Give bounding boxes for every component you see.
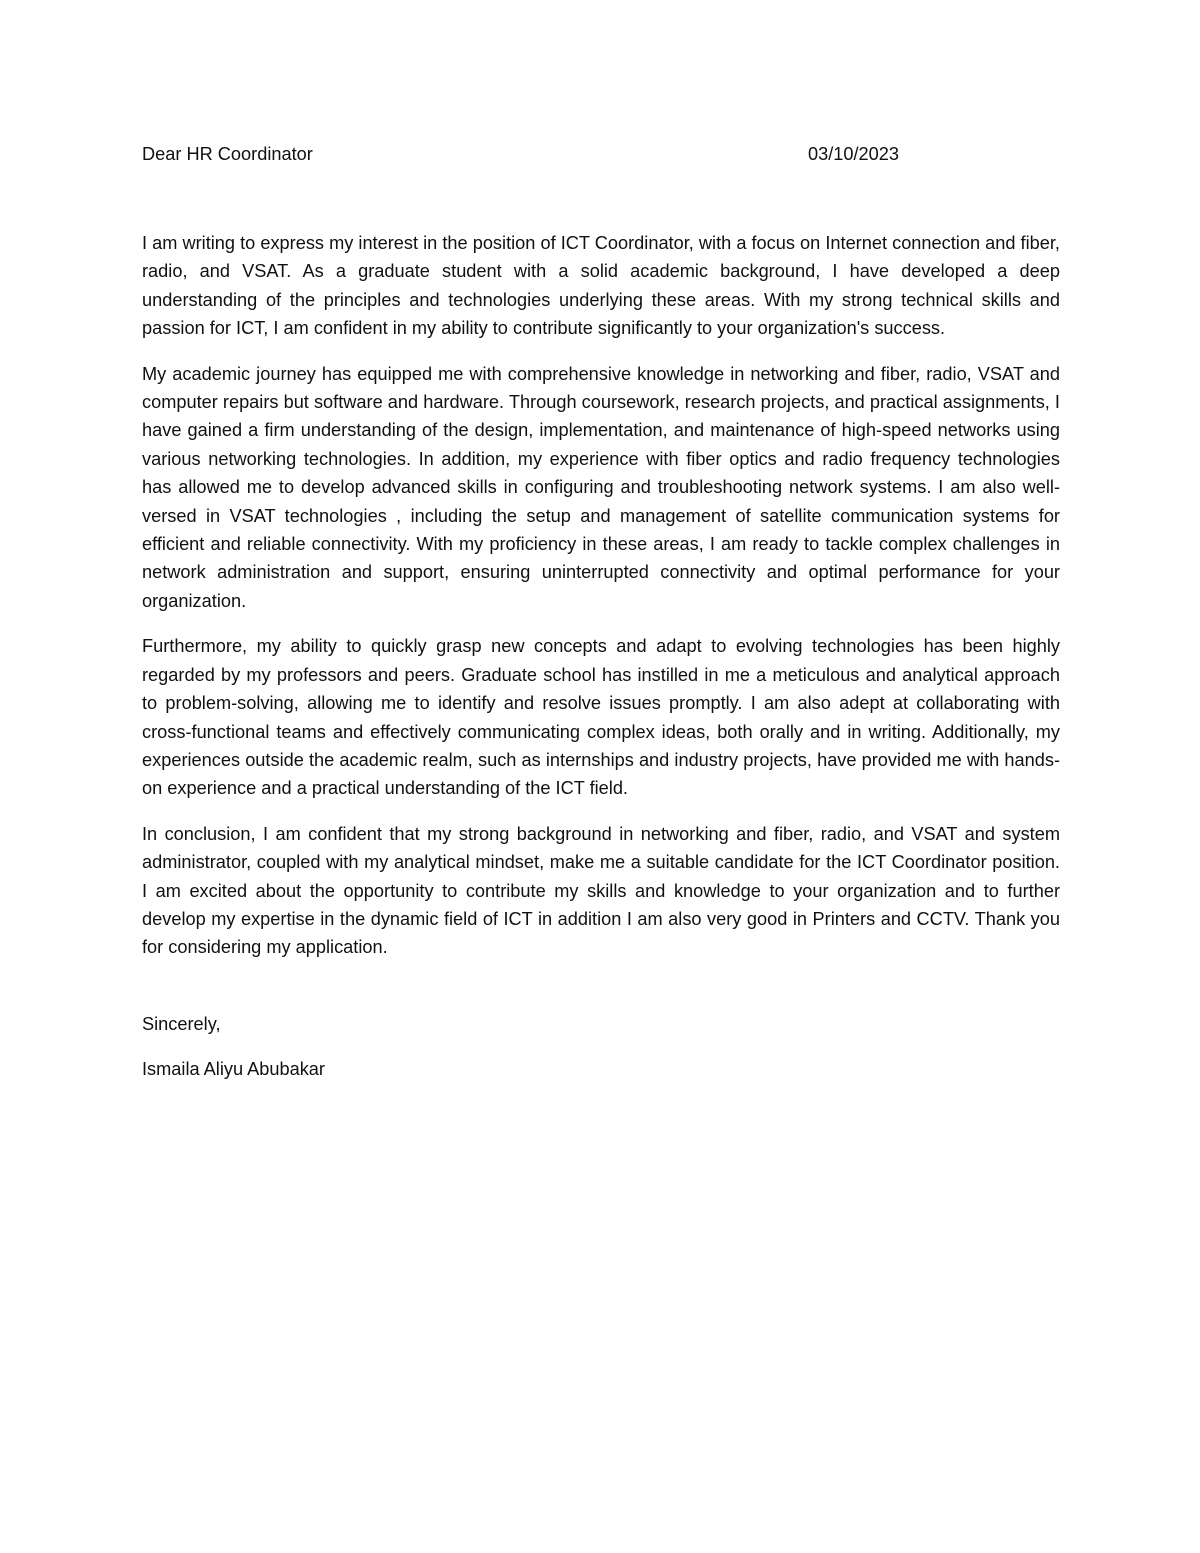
closing-phrase: Sincerely, — [142, 1013, 221, 1034]
letter-closing — [142, 1010, 1060, 1084]
paragraph-conclusion: In conclusion, I am confident that my strong background in networking and fiber, radio, and VSAT and system administrator, coupled with my analytical mindset, make me a suitable candidate for the ICT Coordinator position. I am excited about the opportunity to contribute my skills and knowledge to your organization and to further develop my expertise in the dynamic field of ICT in addition I am also very good in Printers and CCTV. Thank you for considering my application. — [142, 823, 1060, 958]
signature-name: Ismaila Aliyu Abubakar — [142, 1059, 325, 1080]
letter-body — [142, 229, 1060, 962]
salutation: Dear HR Coordinator — [142, 144, 313, 164]
letter-date: 03/10/2023 — [807, 144, 899, 164]
letter-header — [142, 140, 899, 170]
paragraph-skills: Furthermore, my ability to quickly grasp new concepts and adapt to evolving technologies has been highly regarded by my professors and peers. Graduate school has instilled in me a meticulous and analytical approach to problem-solving, allowing me to identify and resolve issues promptly. I am also adept at collaborating with cross-functional teams and effectively communicating complex ideas, both orally and in writing. Additionally, my experiences outside the academic realm, such as internships and industry projects, have provided me with hands-on experience and a practical understanding of the ICT field. — [142, 636, 1060, 799]
cover-letter — [142, 140, 1060, 1101]
paragraph-intro: I am writing to express my interest in the position of ICT Coordinator, with a focus on Internet connection and fiber, radio, and VSAT. As a graduate student with a solid academic background, I have developed a deep understanding of the principles and technologies underlying these areas. With my strong technical skills and passion for ICT, I am confident in my ability to contribute significantly to your organization's success. — [142, 233, 1060, 339]
paragraph-academic: My academic journey has equipped me with comprehensive knowledge in networking and fiber, radio, VSAT and computer repairs but software and hardware. Through coursework, research projects, and practical assignments, I have gained a firm understanding of the design, implementation, and maintenance of high-speed networks using various networking technologies. In addition, my experience with fiber optics and radio frequency technologies has allowed me to develop advanced skills in configuring and troubleshooting network systems. I am also well-versed in VSAT technologies , including the setup and management of satellite communication systems for efficient and reliable connectivity. With my proficiency in these areas, I am ready to tackle complex challenges in network administration and support, ensuring uninterrupted connectivity and optimal performance for your organization. — [142, 363, 1060, 611]
